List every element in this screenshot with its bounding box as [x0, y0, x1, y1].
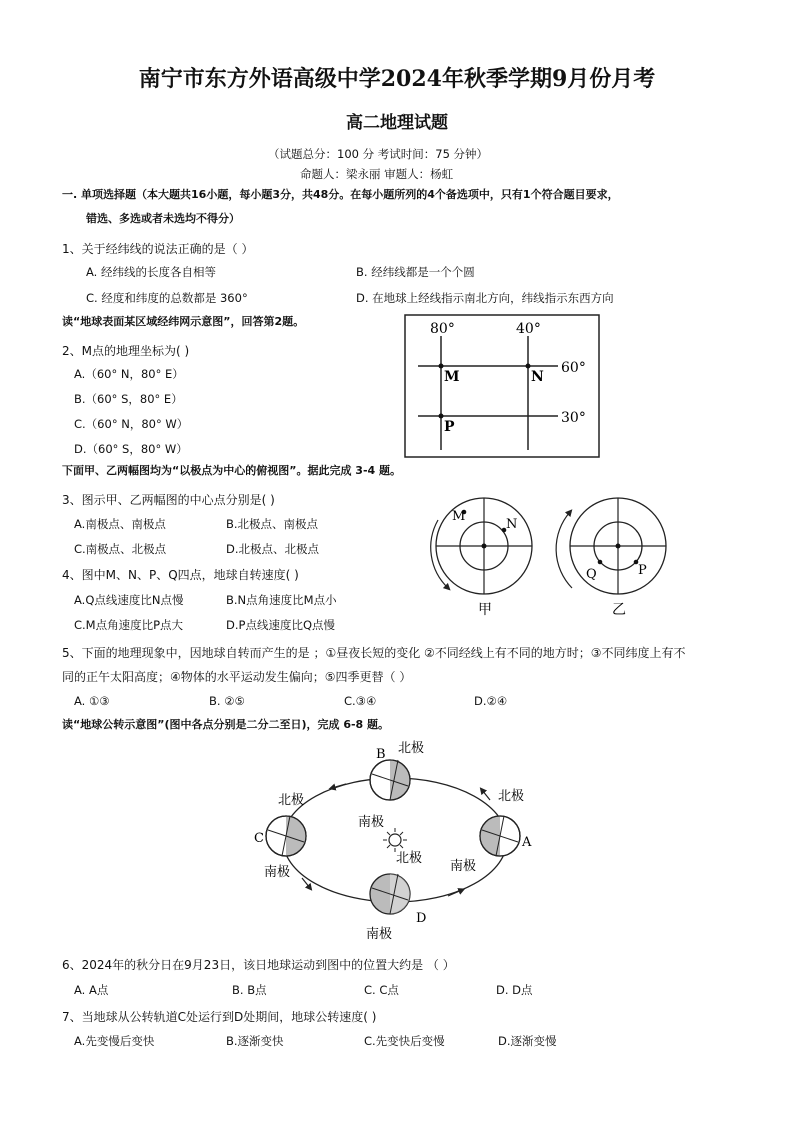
- orbit-arrow: [332, 784, 346, 788]
- q5-stem-line2: 同的正午太阳高度；④物体的水平运动发生偏向；⑤四季更替（ ）: [62, 670, 412, 684]
- point-p-label: P: [444, 419, 455, 435]
- q2-option-c: C.（60° N，80° W）: [74, 417, 189, 431]
- q7-option-c: C.先变快后变慢: [364, 1034, 445, 1048]
- lon-right-label: 40°: [516, 321, 541, 337]
- lat-bottom-label: 30°: [561, 410, 586, 426]
- q6-option-b: B. B点: [232, 983, 267, 997]
- q3-stem: 3、图示甲、乙两幅图的中心点分别是( ): [62, 493, 275, 507]
- position-c-label: C: [254, 831, 264, 846]
- earth-c: [266, 816, 306, 856]
- polar-diagram-yi: [556, 498, 666, 594]
- lat-top-label: 60°: [561, 360, 586, 376]
- south-pole-label-top: 南极: [358, 815, 385, 830]
- q2-option-a: A.（60° N，80° E）: [74, 367, 184, 381]
- exam-info: （试题总分：100 分 考试时间：75 分钟）: [268, 147, 489, 161]
- position-b-label: B: [376, 747, 386, 762]
- q3-option-c: C.南极点、北极点: [74, 542, 167, 556]
- point-p-dot: [439, 414, 444, 419]
- note-q3-4: 下面甲、乙两幅图均为“以极点为中心的俯视图”。据此完成 3-4 题。: [62, 464, 401, 477]
- q4-option-a: A.Q点线速度比N点慢: [74, 593, 184, 607]
- position-a-label: A: [522, 835, 532, 850]
- earth-b: [370, 760, 410, 800]
- sun-icon: [383, 828, 407, 852]
- exam-subtitle: 高二地理试题: [346, 113, 448, 133]
- q5-option-d: D.②④: [474, 694, 508, 708]
- point-p-label: P: [638, 563, 647, 578]
- q5-stem-line1: 5、下面的地理现象中，因地球自转而产生的是 ；①昼夜长短的变化 ②不同经线上有不同的地方时；③不同纬度上有不: [62, 646, 686, 660]
- earth-d: [370, 874, 410, 914]
- section-instructions-cont: 错选、多选或者未选均不得分）: [86, 212, 240, 225]
- label-jia: 甲: [478, 602, 492, 618]
- orbit-arrow: [448, 890, 462, 896]
- q4-option-d: D.P点线速度比Q点慢: [226, 618, 335, 632]
- q1-option-b: B. 经纬线都是一个个圆: [356, 265, 475, 279]
- q6-option-d: D. D点: [496, 983, 533, 997]
- q2-option-d: D.（60° S，80° W）: [74, 442, 188, 456]
- q3-option-d: D.北极点、北极点: [226, 542, 320, 556]
- q4-option-c: C.M点角速度比P点大: [74, 618, 184, 632]
- q2-option-b: B.（60° S，80° E）: [74, 392, 183, 406]
- q2-stem: 2、M点的地理坐标为( ): [62, 344, 190, 358]
- north-pole-label-center: 北极: [396, 851, 423, 866]
- north-pole-label-top: 北极: [398, 741, 425, 756]
- graticule-figure: [404, 314, 600, 458]
- south-pole-label-left: 南极: [264, 865, 291, 880]
- north-pole-label-right: 北极: [498, 789, 525, 804]
- q4-stem: 4、图中M、N、P、Q四点，地球自转速度( ): [62, 568, 299, 582]
- q5-option-b: B. ②⑤: [209, 694, 245, 708]
- note-q2: 读“地球表面某区域经纬网示意图”，回答第2题。: [62, 315, 305, 328]
- exam-authors: 命题人：梁永丽 审题人：杨虹: [300, 167, 454, 181]
- q3-option-b: B.北极点、南极点: [226, 517, 319, 531]
- q7-option-b: B.逐渐变快: [226, 1034, 284, 1048]
- rotation-arrow-jia: [431, 520, 448, 588]
- polar-diagram-jia: [431, 498, 532, 594]
- polar-view-figure: [420, 490, 676, 622]
- orbit-arrow: [482, 790, 490, 800]
- q7-option-d: D.逐渐变慢: [498, 1034, 557, 1048]
- label-yi: 乙: [612, 602, 626, 618]
- position-d-label: D: [416, 911, 427, 926]
- point-m-label: M: [452, 509, 466, 524]
- q3-option-a: A.南极点、南极点: [74, 517, 166, 531]
- point-n-label: N: [506, 517, 518, 532]
- q6-option-c: C. C点: [364, 983, 399, 997]
- exam-title: 南宁市东方外语高级中学2024年秋季学期9月份月考: [138, 66, 656, 92]
- point-m-label: M: [444, 369, 460, 385]
- orbit-figure: [250, 738, 540, 944]
- north-pole-label-left: 北极: [278, 793, 305, 808]
- q7-stem: 7、当地球从公转轨道C处运行到D处期间，地球公转速度( ): [62, 1010, 377, 1024]
- south-pole-label-bottom: 南极: [366, 927, 393, 942]
- point-q-dot: [598, 560, 603, 565]
- q7-option-a: A.先变慢后变快: [74, 1034, 155, 1048]
- lon-left-label: 80°: [430, 321, 455, 337]
- earth-a: [480, 816, 520, 856]
- point-q-label: Q: [586, 567, 597, 582]
- point-n-label: N: [531, 369, 544, 385]
- q1-stem: 1、关于经纬线的说法正确的是（ ）: [62, 242, 254, 256]
- q6-stem: 6、2024年的秋分日在9月23日，该日地球运动到图中的位置大约是 （ ）: [62, 958, 455, 972]
- q1-option-d: D. 在地球上经线指示南北方向，纬线指示东西方向: [356, 291, 614, 305]
- q6-option-a: A. A点: [74, 983, 109, 997]
- note-q6-8: 读“地球公转示意图”(图中各点分别是二分二至日)，完成 6-8 题。: [62, 718, 390, 731]
- q4-option-b: B.N点角速度比M点小: [226, 593, 337, 607]
- section-instructions: 一. 单项选择题（本大题共16小题，每小题3分，共48分。在每小题所列的4个备选项中，只有1个符合题目要求，: [62, 188, 619, 201]
- point-n-dot: [526, 364, 531, 369]
- point-m-dot: [439, 364, 444, 369]
- q1-option-a: A. 经纬线的长度各自相等: [86, 265, 216, 279]
- q1-option-c: C. 经度和纬度的总数都是 360°: [86, 291, 248, 305]
- q5-option-c: C.③④: [344, 694, 377, 708]
- south-pole-label-right: 南极: [450, 859, 477, 874]
- q5-option-a: A. ①③: [74, 694, 110, 708]
